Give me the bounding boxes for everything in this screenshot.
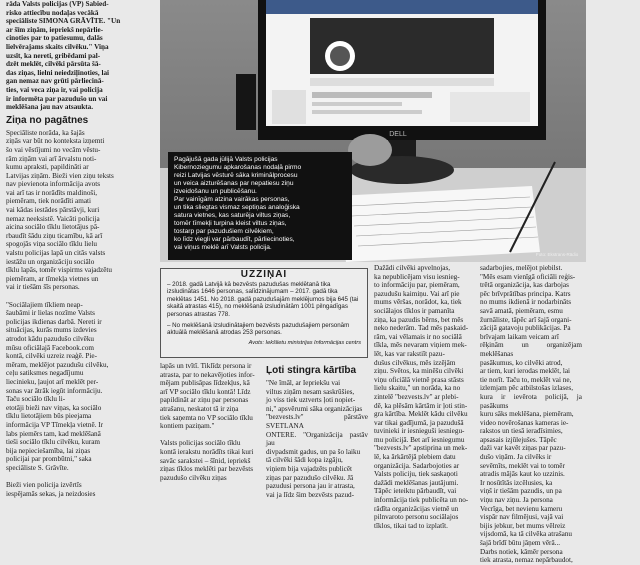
text-line: no mums ikdienā ir nodarbināts [480,298,572,307]
text-line: kontā, cilvēki uzreiz reaģē. Pie- [6,352,97,361]
text-line: arī VP sociālo tīklu kontā! Līdz [160,387,251,396]
text-line: valstu policijas lapā un citās valsts [6,249,106,258]
text-line: mējam publisāpas līdzekļus, kā [160,379,250,388]
section-heading: Ziņa no pagātnes [6,114,89,126]
text-line: žurnāliste, tāpēc arī šajā organi- [480,315,572,324]
text-line: tieši sociālo tīklu cilvēku, kuram [6,438,101,447]
text-line: izveidošanu un publicēšanu. [174,188,257,195]
text-line: viņiem bija vajadzēts publicēt [266,464,353,473]
text-line: sonas var ātrāk iegūt informāciju. [6,386,103,395]
text-line: pasākumus, ko cilvēki atrod, [480,358,563,367]
text-line: piemēram, ar tīmekļa vietnes un [6,274,99,283]
text-line: Dažādi cilvēki apvelnojas, [374,264,451,272]
text-line: piemēram, tiek norādīti amati [6,197,92,206]
info-source: Avots: Iekšlietu ministrijas Informācijas centrs [248,339,361,346]
text-line: Tāpēc ieteiktu pārbaudīt, vai [374,487,457,496]
text-line: dzēt meklēt, cilvēki pārsūta šā- [6,60,101,69]
text-line: apsasais izjūlejušes. Tāpēc [480,435,557,444]
text-line: "Sociālajiem tīkliem neap- [6,300,83,309]
intro-paragraph [6,0,152,112]
text-line: iestāžu un organizāciju sociālo [6,257,95,266]
text-line: tā cilvēki šādi kopa izgāju, [266,456,343,465]
text-line: zācijā gatavoju publikācijas. Pa [480,324,571,333]
text-line: bijis jebkur, bet mums vēlreiz [480,521,566,530]
text-line: reizi Latvijas vēsturē sāka kriminālprocesu [174,172,298,179]
text-line: situācijas, kurās mums izdevies [6,326,97,335]
text-line: Bieži vien policija izvērtīs [6,481,82,490]
text-line: ir informēta par pazudušo un vai [6,94,108,103]
text-line: aicina sociālo tīklu lietotājus pā- [6,223,100,232]
text-line: vai ir tiešām šīs personas. [6,283,80,292]
text-line: risko attiecību nodaļas vecākā [6,8,99,17]
text-line: papildināt ar ziņu par personas [160,396,249,405]
text-line: ceļu satiksmes negadījumu [6,369,84,378]
text-line: sadarbojies, melējot piebilst. [480,264,563,272]
text-line: kontā ierakstu norādīts tikai kuri [160,447,254,456]
text-line: viņu nav ziņu. Ja persona [480,496,553,505]
text-line: ar tiem, kuri ierodas meklēt, lai [480,367,571,376]
text-line: spogojās viņa sociālo tīklu lielu [6,240,98,249]
text-line: ties, vai veca ziņa ir, vai policija [6,85,103,94]
text-line: kura ir ievērota policijā, ja pasākums [480,392,582,410]
info-item-1: – 2018. gadā Latvijā kā bezvēsts pazudušas meklētanā tika izsludinātas 1646 personas, salīdzinājumam – 2017. gadā tika meklētas 1451. No 2018. gadā pazudušajām meklējumos bija 645 (tai skaitā atrastas 415), no meklēšanā izsludinātām 1001 pilngadīgas personas atrastas 778. [167,280,359,318]
photo-credit: Foto: Ekstrans-Rādio [536,252,579,257]
text-line: viņš ir tiešām pazudis, un pa [480,487,562,496]
text-line: rādīta organizācijas vietnē un [374,504,459,513]
text-line: lielvērajams skaits cilvēku." Viņa [6,42,109,51]
text-line: pazudusi persona jau ir atrasta, [266,482,355,491]
text-line: tomēr tīmekļi turpina kleist viltus ziņas, [174,220,287,227]
text-line: ko līdz viegli var pārbaudīt, pārliecinoties, [174,236,295,243]
text-line: speciāliste SIMONA GRĀVĪTE. "Un [6,17,121,26]
text-line: ziņās var būt no konteksta izņemti [6,137,105,146]
text-line: ni," apsvērumi sāka organizācijas [266,404,363,413]
text-line: daži var kavēt ziņas par pazu- [480,444,566,453]
text-line: trētā organizācija, kas darbojas [480,281,569,290]
text-line: Kibernoziegumu apkarošanas nodaļā pirmo [174,164,302,171]
article-column-1 [6,0,152,498]
text-line: video novērošanas kameras ie- [480,418,569,427]
text-line: rakstos un tiesā ieradīsimies, [480,427,563,436]
text-line: rām ziņām vai arī ārvalstu noti- [6,154,97,163]
text-line: "Mēs esam vienīgā oficiāli reģis- [480,272,576,281]
text-line: rēķinām un organizējam meklēšanas [480,341,582,358]
text-line: pazudušu kaimiņu. Vai arī pie [374,289,460,298]
text-line: pazudušo cilvēku ziņas [160,473,227,482]
text-line: ONTERE. "Organizācija pastāv jau [266,430,368,448]
text-line: ziņas tīklos meklēti par bezvēsts [160,465,254,474]
text-line: savā amatā, piemēram, esmu [480,306,563,315]
article-body [6,129,152,499]
text-line: Ir nosūtītās izcēlusies, ka [480,478,553,487]
text-line: brīvajam laikam veicam arī [480,332,559,341]
text-line: lēt, kas var rakstiīt pazu- [374,349,445,358]
text-line: tuvinieki ir iesnieguši iesniegu- [374,427,465,436]
text-line: atrasta, par to nekavējoties infor- [160,370,255,379]
text-line [6,292,152,301]
text-line: satura vietnes, kas saturēja viltus ziņas, [174,212,291,219]
text-line: var tikai gadījumā, ja pazudušā [374,418,464,427]
text-line: mu policijā. Bet arī iesniegumu [374,435,465,444]
text-line: tostarp par pazudušiem cilvēkiem, [174,228,274,235]
photo-caption [168,152,352,260]
text-line: cinoties par to patiesumu, dalās [6,34,103,43]
info-item-2: – No meklēšanā izsludinātajiem bezvēsts pazudušajiem personām aktuālā meklēšanā atrodas 253 personas. [167,321,350,337]
info-box [160,268,368,358]
text-line: sociālajos tīklos ir pamanīta [374,306,455,315]
text-line: etotāji bieži nav viņas, ka sociālo [6,403,102,412]
text-line: tīkla, mēs nevaram viņiem mek- [374,341,467,350]
text-line: ar šīm ziņām, iepriekš nepārlie- [6,25,104,34]
text-line: speciāliste S. Grāvīte. [6,463,69,472]
text-line: šajā brīdī būtu jāņem vērā... [480,539,561,547]
text-line: atrašanu, neskatot tā ir ziņa [160,404,239,413]
text-line [160,431,260,440]
text-line: zintelē "bezvests.lv" ar plebi- [374,392,459,401]
text-line: Speciāliste norāda, ka šajās [6,128,85,137]
text-line: policijai par prombūtni," saka [6,455,92,464]
text-line: šo vai vēstījumi no vecām vēstu- [6,145,101,154]
text-line: Taču sociālo tīklu li- [6,395,66,404]
text-line: das ziņas, lielni neiedziļinoties, lai [6,68,110,77]
text-line: iespējamās sekas, ja neizdosies [6,489,96,498]
text-line: pilnvaroto personu sociālajos [374,513,459,522]
text-line: Vecrīga, bet nevienu kameru [480,504,563,513]
text-line: pēc brīvprātības principa. Katrs [480,289,571,298]
text-line: lē, ka ārkārtējā plebiem datu [374,453,456,462]
text-line: viņu oficiālā vietnē prasa stāsts [374,375,464,384]
text-line: un veica aizturēšanas par nepatiesu ziņu [174,180,294,187]
text-line: mēram, meklējot pazudušu cilvēku, [6,360,109,369]
text-line: organizācija. Sadarbojoties ar [374,461,460,470]
text-line [6,472,152,481]
text-line: kontiem paziņam." [160,422,215,431]
text-line: atradis mājās kaut ko uzzinis. [480,470,565,479]
text-line: "Ne īmāl, ar Iepriekšu vai [266,379,341,387]
text-line: uzsīt, ka nereti, gribēdami pal- [6,51,101,60]
text-line: nav pievienota informācija avots [6,180,101,189]
svg-text:DELL: DELL [389,131,407,138]
text-line: tīklu lietotājiem būs pieejama [6,412,92,421]
text-line: Par vainīgām atzina vairākas personas, [174,196,290,203]
text-line: izlemjam pēc atbilstošas izlases, [480,384,574,393]
text-line: gra kārtība. Meklēt kādu cilvēku [374,410,468,419]
text-line: tīklu lapās, tomēr vispirms vajadzētu [6,266,112,275]
text-line: savāc sarakstei – šīnid, iepriekš [160,456,251,465]
text-line: lielu skaitu," un norāda, ka no [374,384,461,393]
text-line: Darbs notiek, kāmēr persona [480,547,563,556]
text-line: to informāciju par, piemēram, [374,281,460,290]
text-line: viltus ziņām nesam saskrūšies, [266,387,355,396]
text-line: bija nepieciešamība, lai ziņas [6,446,91,455]
text-line: dušus cilvēkus, mēs izzējām [374,358,456,367]
text-line: lapās un tvītī. Tiklīdz persona ir [160,362,252,370]
text-line: atrodot kādu pazudušo cilvēku [6,334,95,343]
text-line: rbaudīt šādu ziņu ticamību, kā arī [6,231,103,240]
text-line: ziņas par pazudušo cilvēku. Jā [266,473,354,482]
text-line: meklēšana jau nav atsaukta. [6,103,94,112]
text-line: vai arī tas ir norādīts maldinoši, [6,188,98,197]
text-line: Valsts policiju, tiek saskaņoti [374,470,458,479]
text-line: mums vēršas, norādot, ka, tiek [374,298,462,307]
text-line: ziņa, ka pazudis bērns, bet mēs [374,315,464,324]
text-line: divpadsmit gadus, un pa šo laiku [266,447,361,456]
text-line: un tika sliegtas vismaz septiņas analoģiska [174,204,300,211]
text-line: vispār nav filmējusi, vajā vai [480,513,564,522]
article-column-3 [160,362,260,480]
article-column-4 [266,362,368,499]
article-column-6 [480,264,582,565]
text-line: dažādi meklēšanas jautājumi. [374,478,459,487]
text-line: neko nederām. Tad mēs paskaid- [374,324,469,333]
text-line: "bezvests.lv" apstiprina un mek- [374,444,468,453]
text-line: nemaz neeksistē. Vaicāti policija [6,214,100,223]
text-line: informācija VP Tīmekļa vietnē. Ir [6,420,104,429]
text-line: dē, ka plēsām kārtām ir ļoti stin- [374,401,468,410]
column-4-body [266,379,368,499]
text-line: tīklos, tikai tad to izplatīt. [374,521,448,530]
text-line: jo viss tiek uztverts ļoti nopiet- [266,396,356,405]
info-box-title: UZZIŅAI [240,269,288,280]
text-line: sevēmīts, meklēt vai to tomēr [480,461,565,470]
text-line: rāda Valsts policijas (VP) Sabied- [6,0,109,8]
text-line: kuru sāks meklēšana, piemēram, [480,410,574,419]
text-line: informācija tiek publicēta un no- [374,496,469,505]
text-line: labs piemērs tam, kad meklēšanā [6,429,101,438]
text-line: Pagājušā gada jūlijā Valsts policijas [174,156,278,163]
text-line: kumu apraksti, papildināti ar [6,163,89,172]
text-line: gan nemaz nav grūti pārliecinā- [6,77,104,86]
text-line: "bezvests.lv" pārstāve SVETLANA [266,413,368,430]
text-line: vijsdomā, ka tā cilvēka atrašanu [480,530,573,539]
text-line: mūsu oficiālajā Facebook.com [6,343,95,352]
text-line: tiek saņemta no VP sociālo tīklu [160,413,253,422]
text-line: tiek atrasta, nemaz nepārbaudot, [480,556,573,565]
text-line: ka nepublicējam visu iesnieg- [374,272,460,281]
text-line: policijas ikdienas darbā. Nereti ir [6,317,102,326]
text-line: dušo viņām. Ja cilvēks ir [480,453,552,462]
text-line: liecinieku, ļaujot arī meklēt per- [6,377,99,386]
text-line: vai kādas iestādes pārstāvji, kuri [6,206,100,215]
text-line: ziņu. Svētos, ka minēšu cilvēki [374,367,464,376]
text-line: vai viņus meklē arī Valsts policija. [174,244,272,251]
section-heading-2: Ļoti stingra kārtība [266,365,357,376]
text-line: Valsts policijas sociālo tīklu [160,439,241,448]
text-line: šaubāmi ir lielas nozīme Valsts [6,309,95,318]
text-line: rām, vai vēlamais ir no sociālā [374,332,462,341]
text-line: vai ja līdz šim bezvēsts pazud- [266,490,355,499]
article-column-5 [374,264,474,530]
text-line: Latvijas ziņām. Bieži vien ziņu teksts [6,171,114,180]
text-line: tie norīt. Taču to, meklēt vai ne, [480,375,572,384]
